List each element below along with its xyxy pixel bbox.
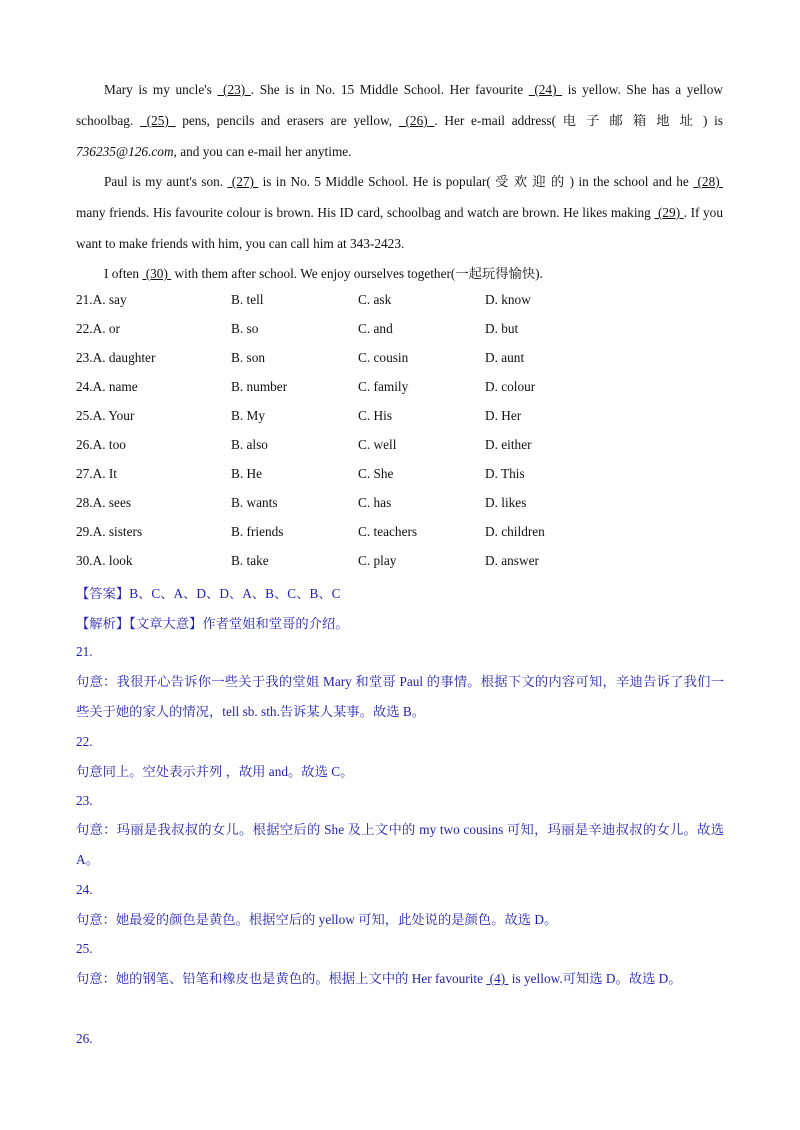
explanation-number: 26. <box>76 1031 93 1046</box>
option-c: C. teachers <box>358 524 418 539</box>
answer-text: B、C、A、D、D、A、B、C、B、C <box>129 586 341 601</box>
explanation-number: 21. <box>76 644 93 659</box>
option-row <box>76 292 726 314</box>
explanation-text <box>76 964 724 994</box>
explanation-text: 句意：她最爱的颜色是黄色。根据空后的 yellow 可知，此处说的是颜色。故选 D。 <box>76 912 558 927</box>
option-c: C. cousin <box>358 350 409 365</box>
explanation-number: 22. <box>76 734 93 749</box>
option-a: 27.A. It <box>76 466 117 481</box>
option-c: C. His <box>358 408 392 423</box>
passage-text: I often <box>104 266 143 281</box>
option-a: 25.A. Your <box>76 408 135 423</box>
explanation-text: 句意同上。空处表示并列 ，故用 and。故选 C。 <box>76 764 354 779</box>
option-row <box>76 379 726 401</box>
passage-text: . If you want to make friends with him, you can call him at 343-2423. <box>76 205 723 251</box>
option-row <box>76 408 726 430</box>
analysis-tag: 【解析】 <box>76 616 130 631</box>
option-d: D. answer <box>485 553 539 568</box>
option-b: B. friends <box>231 524 284 539</box>
passage-text: , and you can e-mail her anytime. <box>173 144 352 159</box>
option-d: D. know <box>485 292 531 307</box>
passage-text: . She is in No. 15 Middle School. Her favourite <box>250 82 529 97</box>
analysis-line <box>76 613 349 632</box>
blank-27: (27) <box>227 174 259 189</box>
option-c: C. play <box>358 553 397 568</box>
option-a: 21.A. say <box>76 292 127 307</box>
option-b: B. also <box>231 437 268 452</box>
option-row <box>76 321 726 343</box>
blank-23: (23) <box>217 82 251 97</box>
option-row <box>76 350 726 372</box>
explanation-text: 句意：我很开心告诉你一些关于我的堂姐 Mary 和堂哥 Paul 的事情。根据下文的内容可知，辛迪告诉了我们一些关于她的家人的情况，tell sb. sth.告诉某人某事。故选 B。 <box>76 674 724 719</box>
passage-text: is in No. 5 Middle School. He is popular( 受 欢 迎 的 ) in the school and he <box>258 174 694 189</box>
option-row <box>76 524 726 546</box>
blank-30: (30) <box>142 266 172 281</box>
answer-tag: 【答案】 <box>76 586 130 601</box>
blank-26: (26) <box>398 113 435 128</box>
option-a: 29.A. sisters <box>76 524 143 539</box>
blank-29: (29) <box>654 205 684 220</box>
option-d: D. colour <box>485 379 536 394</box>
option-b: B. My <box>231 408 265 423</box>
answer-line <box>76 583 340 602</box>
option-d: D. children <box>485 524 545 539</box>
passage-text: with them after school. We enjoy ourselves together(一起玩得愉快). <box>171 266 543 281</box>
analysis-text: 作者堂姐和堂哥的介绍。 <box>202 616 349 631</box>
option-d: D. This <box>485 466 525 481</box>
blank-24: (24) <box>528 82 563 97</box>
option-c: C. ask <box>358 292 392 307</box>
explanation-text-part: is yellow.可知选 D。故选 D。 <box>508 971 682 986</box>
explanation-number: 23. <box>76 793 93 808</box>
option-c: C. has <box>358 495 392 510</box>
option-b: B. son <box>231 350 265 365</box>
option-d: D. aunt <box>485 350 525 365</box>
option-a: 23.A. daughter <box>76 350 156 365</box>
summary-tag: 【文章大意】 <box>129 616 203 631</box>
passage-text: pens, pencils and erasers are yellow, <box>175 113 399 128</box>
option-c: C. well <box>358 437 397 452</box>
explanation-text: 句意：玛丽是我叔叔的女儿。根据空后的 She 及上文中的 my two cousins 可知，玛丽是辛迪叔叔的女儿。故选 A。 <box>76 822 724 867</box>
option-a: 24.A. name <box>76 379 138 394</box>
option-a: 28.A. sees <box>76 495 132 510</box>
option-d: D. but <box>485 321 519 336</box>
explanation-text-part: 句意：她的钢笔、铅笔和橡皮也是黄色的。根据上文中的 Her favourite <box>76 971 487 986</box>
option-b: B. He <box>231 466 263 481</box>
passage-text: . Her e-mail address( 电 子 邮 箱 地 址 ) is <box>434 113 723 128</box>
option-a: 26.A. too <box>76 437 126 452</box>
blank-25: (25) <box>139 113 176 128</box>
option-b: B. so <box>231 321 259 336</box>
option-b: B. wants <box>231 495 278 510</box>
option-c: C. She <box>358 466 394 481</box>
option-d: D. either <box>485 437 532 452</box>
explanation-number: 25. <box>76 941 93 956</box>
option-a: 30.A. look <box>76 553 133 568</box>
option-row <box>76 466 726 488</box>
option-row <box>76 553 726 575</box>
option-a: 22.A. or <box>76 321 120 336</box>
passage-text: Mary is my uncle's <box>104 82 218 97</box>
option-d: D. likes <box>485 495 527 510</box>
option-row <box>76 495 726 517</box>
option-d: D. Her <box>485 408 522 423</box>
option-row <box>76 437 726 459</box>
option-b: B. take <box>231 553 269 568</box>
passage-paragraph-2 <box>76 166 723 259</box>
option-c: C. family <box>358 379 409 394</box>
blank-4: (4) <box>486 971 509 986</box>
option-b: B. tell <box>231 292 264 307</box>
explanation-number: 24. <box>76 882 93 897</box>
option-c: C. and <box>358 321 393 336</box>
passage-text: many friends. His favourite colour is brown. His ID card, schoolbag and watch are brown. He likes making <box>76 205 655 220</box>
passage-paragraph-1 <box>76 74 723 167</box>
email-address: 736235@126.com <box>76 144 174 159</box>
passage-paragraph-3 <box>76 258 723 289</box>
blank-28: (28) <box>693 174 723 189</box>
passage-text: is yellow. She has a yellow schoolbag. <box>76 82 723 128</box>
passage-text: Paul is my aunt's son. <box>104 174 228 189</box>
option-b: B. number <box>231 379 288 394</box>
